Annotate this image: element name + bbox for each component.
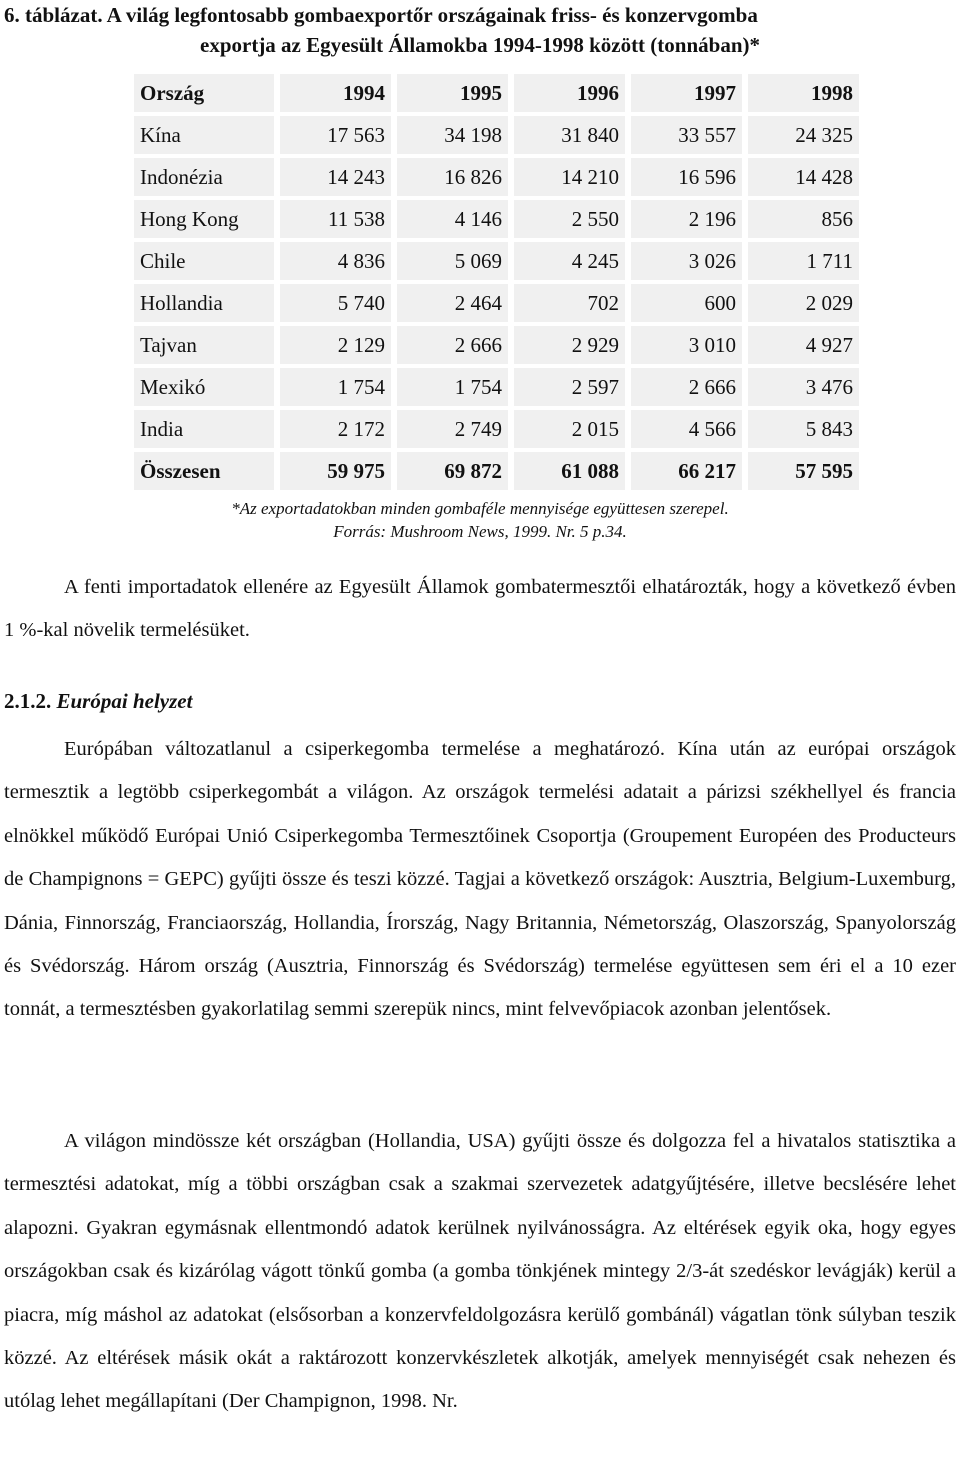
table-caption	[0, 0, 960, 60]
value-cell: 3 026	[631, 242, 742, 280]
value-cell: 16 596	[631, 158, 742, 196]
value-cell: 33 557	[631, 116, 742, 154]
value-cell: 2 550	[514, 200, 625, 238]
value-cell: 2 749	[397, 410, 508, 448]
section-number: 2.1.2.	[4, 689, 52, 713]
table-row	[134, 116, 859, 154]
country-cell: Tajvan	[134, 326, 274, 364]
table-header-row	[134, 74, 859, 112]
value-cell: 702	[514, 284, 625, 322]
value-cell: 2 172	[280, 410, 391, 448]
table-source: Forrás: Mushroom News, 1999. Nr. 5 p.34.	[333, 522, 627, 541]
caption-title-start: A világ legfontosabb gombaexportőr országainak friss- és konzervgomba	[106, 3, 758, 27]
header-year: 1998	[748, 74, 859, 112]
value-cell: 1 754	[397, 368, 508, 406]
table-row	[134, 284, 859, 322]
export-table	[128, 70, 865, 494]
total-label: Összesen	[134, 452, 274, 490]
table-row	[134, 368, 859, 406]
value-cell: 17 563	[280, 116, 391, 154]
value-cell: 1 711	[748, 242, 859, 280]
value-cell: 2 597	[514, 368, 625, 406]
country-cell: Chile	[134, 242, 274, 280]
total-value: 59 975	[280, 452, 391, 490]
value-cell: 2 015	[514, 410, 625, 448]
value-cell: 34 198	[397, 116, 508, 154]
table-footnote: *Az exportadatokban minden gombaféle mennyisége együttesen szerepel.	[231, 499, 729, 518]
table-row	[134, 158, 859, 196]
value-cell: 14 210	[514, 158, 625, 196]
table-total-row	[134, 452, 859, 490]
total-value: 61 088	[514, 452, 625, 490]
value-cell: 14 428	[748, 158, 859, 196]
value-cell: 3 476	[748, 368, 859, 406]
section-heading	[4, 686, 192, 716]
country-cell: Hollandia	[134, 284, 274, 322]
value-cell: 5 843	[748, 410, 859, 448]
value-cell: 4 566	[631, 410, 742, 448]
value-cell: 2 666	[631, 368, 742, 406]
value-cell: 24 325	[748, 116, 859, 154]
value-cell: 2 196	[631, 200, 742, 238]
value-cell: 16 826	[397, 158, 508, 196]
header-year: 1996	[514, 74, 625, 112]
value-cell: 31 840	[514, 116, 625, 154]
caption-line-1	[0, 0, 960, 30]
value-cell: 4 836	[280, 242, 391, 280]
value-cell: 2 464	[397, 284, 508, 322]
paragraph-statistics: A világon mindössze két országban (Hollandia, USA) gyűjti össze és dolgozza fel a hivatalos statisztika a termesztési adatokat, míg a többi országban csak a szakmai szervezetek adatgyűjtésére, illetve becslésére lehet alapozni. Gyakran egymásnak ellentmondó adatok kerülnek nyilvánosságra. Az eltérések egyik oka, hogy egyes országokban csak és kizárólag vágott tönkű gomba (a gomba tönkjének mintegy 2/3-át szedéskor levágják) kerül a piacra, míg máshol az adatokat (elsősorban a konzervfeldolgozásra kerülő gombánál) vágatlan tönk súlyban teszik közzé. Az eltérések másik okát a raktározott konzervkészletek alkotják, amelyek mennyiségét csak nehezen és utólag lehet megállapítani (Der Champignon, 1998. Nr.	[4, 1130, 956, 1413]
header-country: Ország	[134, 74, 274, 112]
country-cell: Indonézia	[134, 158, 274, 196]
total-value: 69 872	[397, 452, 508, 490]
value-cell: 2 929	[514, 326, 625, 364]
value-cell: 2 129	[280, 326, 391, 364]
value-cell: 2 029	[748, 284, 859, 322]
value-cell: 11 538	[280, 200, 391, 238]
header-year: 1995	[397, 74, 508, 112]
country-cell: Mexikó	[134, 368, 274, 406]
value-cell: 4 245	[514, 242, 625, 280]
value-cell: 600	[631, 284, 742, 322]
value-cell: 856	[748, 200, 859, 238]
table-row	[134, 410, 859, 448]
section-title: Európai helyzet	[56, 689, 193, 713]
paragraph-europe: Európában változatlanul a csiperkegomba termelése a meghatározó. Kína után az európai országok termesztik a legtöbb csiperkegombát a világon. Az országok termelési adatait a párizsi székhellyel és francia elnökkel működő Európai Unió Csiperkegomba Termesztőinek Csoportja (Groupement Européen des Producteurs de Champignons = GEPC) gyűjti össze és teszi közzé. Tagjai a következő országok: Ausztria, Belgium-Luxemburg, Dánia, Finnország, Franciaország, Hollandia, Írország, Nagy Britannia, Németország, Olaszország, Spanyolország és Svédország. Három ország (Ausztria, Finnország és Svédország) termelése együttesen sem éri el a 10 ezer tonnát, a termesztésben gyakorlatilag semmi szerepük nincs, mint felvevőpiacok azonban jelentősek.	[4, 738, 956, 1021]
total-value: 57 595	[748, 452, 859, 490]
value-cell: 2 666	[397, 326, 508, 364]
country-cell: India	[134, 410, 274, 448]
value-cell: 14 243	[280, 158, 391, 196]
value-cell: 5 740	[280, 284, 391, 322]
header-year: 1997	[631, 74, 742, 112]
total-value: 66 217	[631, 452, 742, 490]
value-cell: 4 146	[397, 200, 508, 238]
table-row	[134, 242, 859, 280]
country-cell: Hong Kong	[134, 200, 274, 238]
header-year: 1994	[280, 74, 391, 112]
value-cell: 4 927	[748, 326, 859, 364]
paragraph-import: A fenti importadatok ellenére az Egyesült Államok gombatermesztői elhatározták, hogy a következő évben 1 %-kal növelik termelésüket.	[4, 576, 956, 642]
caption-number: 6. táblázat.	[4, 3, 103, 27]
value-cell: 5 069	[397, 242, 508, 280]
value-cell: 1 754	[280, 368, 391, 406]
value-cell: 3 010	[631, 326, 742, 364]
table-row	[134, 200, 859, 238]
caption-line-2: exportja az Egyesült Államokba 1994-1998 között (tonnában)*	[200, 33, 760, 57]
table-row	[134, 326, 859, 364]
country-cell: Kína	[134, 116, 274, 154]
